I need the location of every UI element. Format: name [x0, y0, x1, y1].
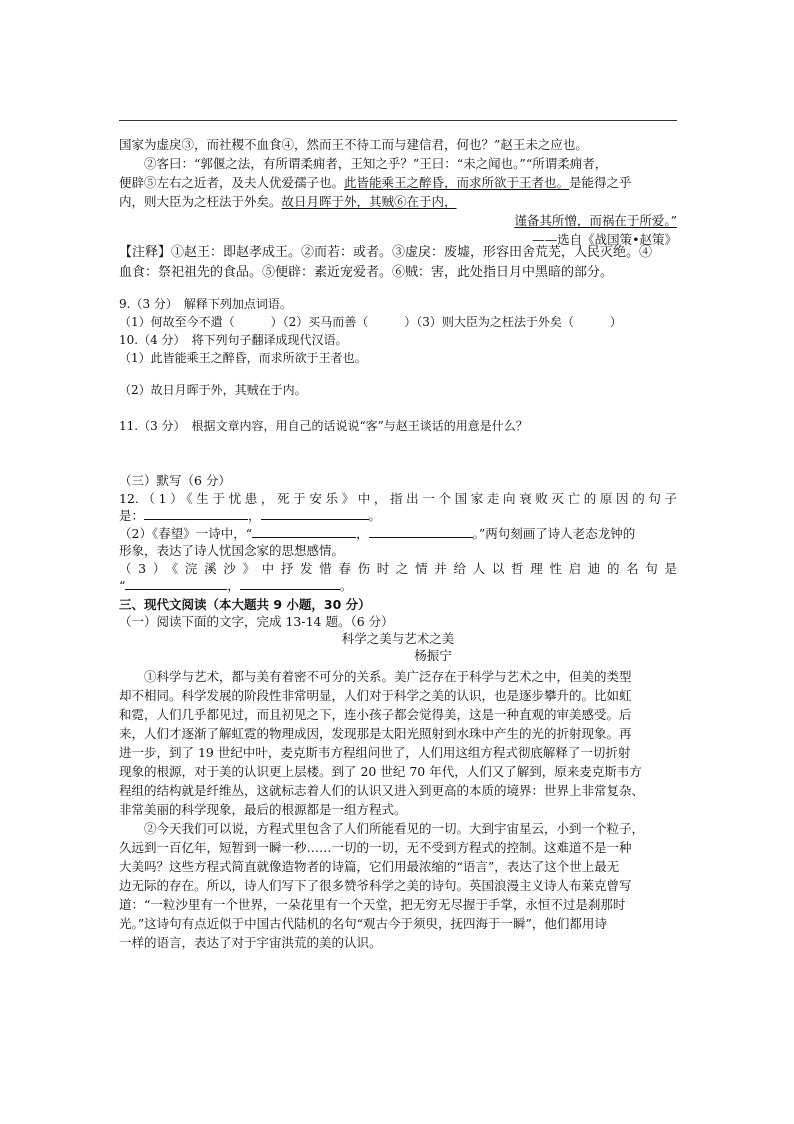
- passage-line: 内，则大臣为之枉法于外矣。故日月晖于外，其贼⑥在于内，: [119, 194, 457, 209]
- answer-blank[interactable]: [369, 525, 473, 538]
- answer-blank[interactable]: [261, 507, 369, 520]
- dictation-section: [119, 472, 677, 595]
- question-12-line: （2）《春望》一诗中，“ ， 。”两句刻画了诗人老态龙钟的: [119, 525, 636, 541]
- article-line: ①科学与艺术，都与美有着密不可分的关系。美广泛存在于科学与艺术之中，但美的类型: [144, 669, 632, 684]
- classical-passage: [119, 135, 677, 249]
- question-12-line: （3）《浣溪沙》中抒发惜春伤时之情并给人以哲理性启迪的名句是: [119, 560, 677, 576]
- article-line: 非常美丽的科学现象，最后的根源都是一组方程式。: [119, 802, 407, 817]
- question-12-line: “ ， 。: [119, 578, 353, 593]
- answer-blank[interactable]: [252, 525, 356, 538]
- article-line: 边无际的存在。所以，诗人们写下了很多赞爷科学之美的诗句。英国浪漫主义诗人布莱克曾写: [119, 878, 632, 893]
- answer-blank[interactable]: [240, 577, 340, 590]
- article-author: 杨振宁: [414, 648, 452, 663]
- underlined-sentence: 谨备其所憎，而祸在于所爱。”: [514, 213, 677, 228]
- header-rule: [119, 120, 677, 121]
- question-10-item-1: （1）此皆能乘王之醉昏，而求所欲于王者也。: [119, 351, 367, 365]
- passage-line: 国家为虚戾③，而社稷不血食④，然而王不待工而与建信君，何也？”赵王未之应也。: [119, 137, 588, 152]
- underlined-sentence: 此皆能乘王之醉昏，而求所欲于王者也。: [344, 175, 570, 190]
- question-10-item-2: （2）故日月晖于外，其贼在于内。: [119, 383, 307, 397]
- question-10-item-2-block: [119, 381, 677, 399]
- article-line: 一样的语言，表达了对于宇宙洪荒的美的认识。: [119, 935, 382, 950]
- article-line: 光。”这诗句有点近似于中国古代陆机的名句“观古今于须臾，抚四海于一瞬”，他们都用诗: [119, 916, 607, 931]
- part-title: 三、现代文阅读（本大题共 9 小题，30 分）: [119, 597, 371, 612]
- notes: [119, 243, 677, 283]
- section-title: （三）默写（6 分）: [119, 473, 231, 488]
- article-body: [119, 667, 677, 952]
- underlined-sentence: 故日月晖于外，其贼⑥在于内，: [281, 194, 457, 209]
- source-citation: ——选自《战国策•赵策》: [532, 232, 677, 247]
- answer-blank[interactable]: [125, 577, 227, 590]
- article-line: 和霓，人们几乎都见过，而且初见之下，连小孩子都会觉得美，这是一种直观的审美感受。后: [119, 707, 632, 722]
- question-stem: 11.（3 分） 根据文章内容，用自己的话说说“客”与赵王谈话的用意是什么？: [119, 419, 528, 433]
- question-9: [119, 295, 677, 367]
- article-line: 却不相同。科学发展的阶段性非常明显，人们对于科学之美的认识，也是逐步攀升的。比如虹: [119, 688, 632, 703]
- question-12-line: 是： ， 。: [119, 508, 382, 523]
- article-line: 大美吗？这些方程式简直就像造物者的诗篇，它们用最浓缩的“语言”，表达了这个世上最无: [119, 859, 620, 874]
- part-subtitle: （一）阅读下面的文字，完成 13-14 题。（6 分）: [119, 614, 394, 629]
- note-line: 【注释】①赵王：即赵孝成王。②而若：或者。③虚戾：废墟，形容田舍荒芜，人民灭绝。④: [119, 245, 653, 260]
- article-line: ②今天我们可以说，方程式里包含了人们所能看见的一切。大到宇宙星云，小到一个粒子，: [144, 821, 645, 836]
- passage-line: [119, 211, 677, 230]
- question-10-stem: 10.（4 分） 将下列句子翻译成现代汉语。: [119, 333, 348, 347]
- question-12-line: 12.（1）《生于忧患，死于安乐》中，指出一个国家走向衰败灭亡的原因的句子: [119, 490, 677, 506]
- article-line: 道：“一粒沙里有一个世界，一朵花里有一个天堂，把无穷无尽握于手掌，永恒不过是刹那时: [119, 897, 626, 912]
- article-line: 程组的结构就是纤维丛，这就标志着人们的认识又进入到更高的本质的境界：世界上非常复杂、: [119, 783, 645, 798]
- question-items: （1）何故至今不遣（ ）（2）买马而善（ ）（3）则大臣为之枉法于外矣（ ）: [119, 315, 622, 329]
- article-line: 来，人们才逐渐了解虹霓的物理成因，发现那是太阳光照射到水珠中产生的光的折射现象。再: [119, 726, 632, 741]
- article-line: 进一步，到了 19 世纪中叶，麦克斯韦方程组问世了，人们用这组方程式彻底解释了一切折射: [119, 745, 631, 760]
- passage-line: ②客曰：“郭偃之法，有所谓柔痈者，王知之乎？”王曰：“未之闻也。”“所谓柔痈者，: [144, 156, 608, 171]
- question-stem: 9.（3 分） 解释下列加点词语。: [119, 297, 292, 311]
- question-12-line: 形象，表达了诗人忧国念家的思想感情。: [119, 543, 345, 558]
- passage-line: 便辟⑤左右之近者，及夫人优爱孺子也。此皆能乘王之醉昏，而求所欲于王者也。是能得之乎: [119, 175, 632, 190]
- article-title: 科学之美与艺术之美: [341, 631, 455, 646]
- article-line: 现象的根源，对于美的认识更上层楼。到了 20 世纪 70 年代，人们又了解到，原来麦克斯韦方: [119, 764, 642, 779]
- answer-blank[interactable]: [144, 507, 248, 520]
- note-line: 血食：祭祀祖先的食品。⑤便辟：素近宠爱者。⑥贼：害，此处指日月中黑暗的部分。: [119, 265, 614, 280]
- question-11: [119, 417, 677, 435]
- article-line: 久远到一百亿年，短暂到一瞬一秒……一切的一切，无不受到方程式的控制。这难道不是一种: [119, 840, 632, 855]
- modern-reading-header: [119, 596, 677, 664]
